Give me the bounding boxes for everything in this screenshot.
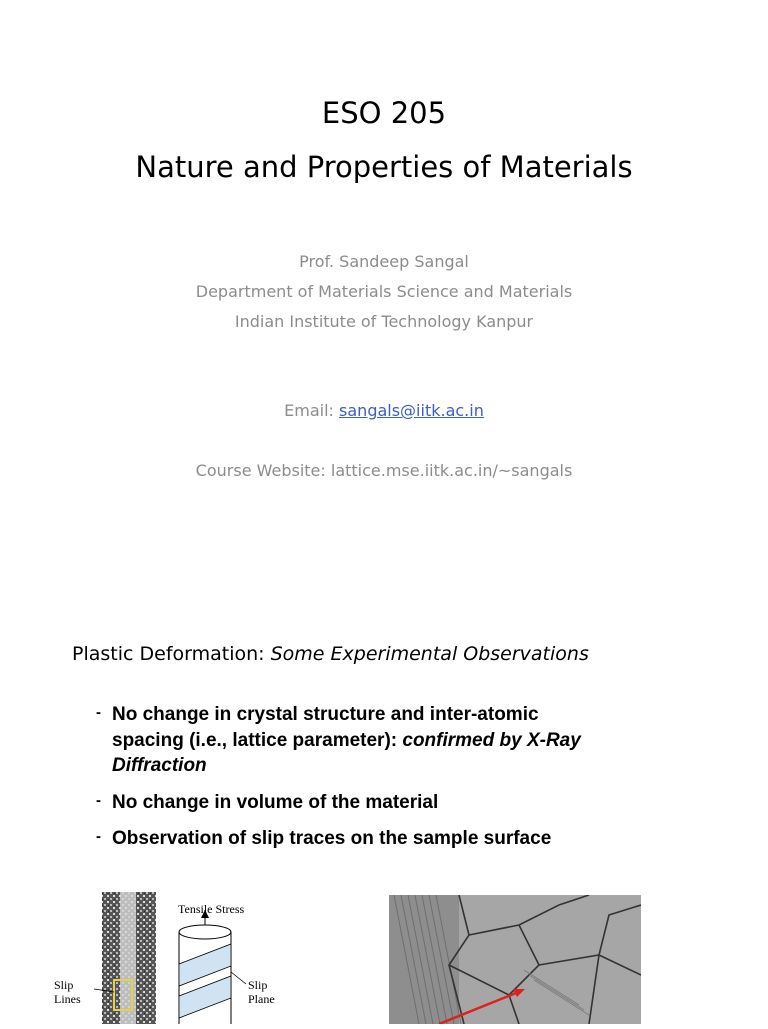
micrograph-image <box>389 895 641 1024</box>
bullet-1-line-1: No change in crystal structure and inter-atomic <box>112 704 539 725</box>
bullet-1-italic: confirmed by X-Ray <box>402 730 581 751</box>
email-line <box>0 401 768 420</box>
bullet-1 <box>0 702 768 782</box>
bullet-marker: - <box>96 828 101 845</box>
micrograph-drawing <box>389 895 641 1024</box>
tensile-stress-label: Tensile Stress <box>178 902 245 916</box>
bullet-2 <box>0 790 768 816</box>
bullet-2-text: No change in volume of the material <box>112 792 439 813</box>
department-name: Department of Materials Science and Materials <box>195 282 573 301</box>
slip-plane-label-2: Plane <box>248 992 275 1006</box>
course-title: Nature and Properties of Materials <box>135 150 633 184</box>
slip-plane-label-1: Slip <box>248 978 268 992</box>
slip-lines-label-1: Slip <box>54 978 74 992</box>
bullet-1-line-2-text: spacing (i.e., lattice parameter): <box>112 730 403 751</box>
email-label: Email: <box>284 401 340 420</box>
email-link[interactable]: sangals@iitk.ac.in <box>339 401 484 420</box>
slide-heading <box>72 643 589 665</box>
slip-diagram <box>50 892 290 1024</box>
bullet-marker: - <box>96 792 101 809</box>
bullet-1-line-3: Diffraction <box>112 755 207 776</box>
heading-plain: Plastic Deformation: <box>72 643 271 665</box>
bullet-marker: - <box>96 704 101 721</box>
slip-lines-label-2: Lines <box>54 992 81 1006</box>
bullet-1-line-2 <box>112 728 672 753</box>
institute-name: Indian Institute of Technology Kanpur <box>234 312 534 331</box>
course-code: ESO 205 <box>321 96 447 130</box>
bullet-3-text: Observation of slip traces on the sample surface <box>112 828 552 849</box>
course-website: Course Website: lattice.mse.iitk.ac.in/~sangals <box>195 461 573 480</box>
heading-italic: Some Experimental Observations <box>270 643 589 665</box>
author-name: Prof. Sandeep Sangal <box>299 252 469 271</box>
bullet-3 <box>0 826 768 852</box>
